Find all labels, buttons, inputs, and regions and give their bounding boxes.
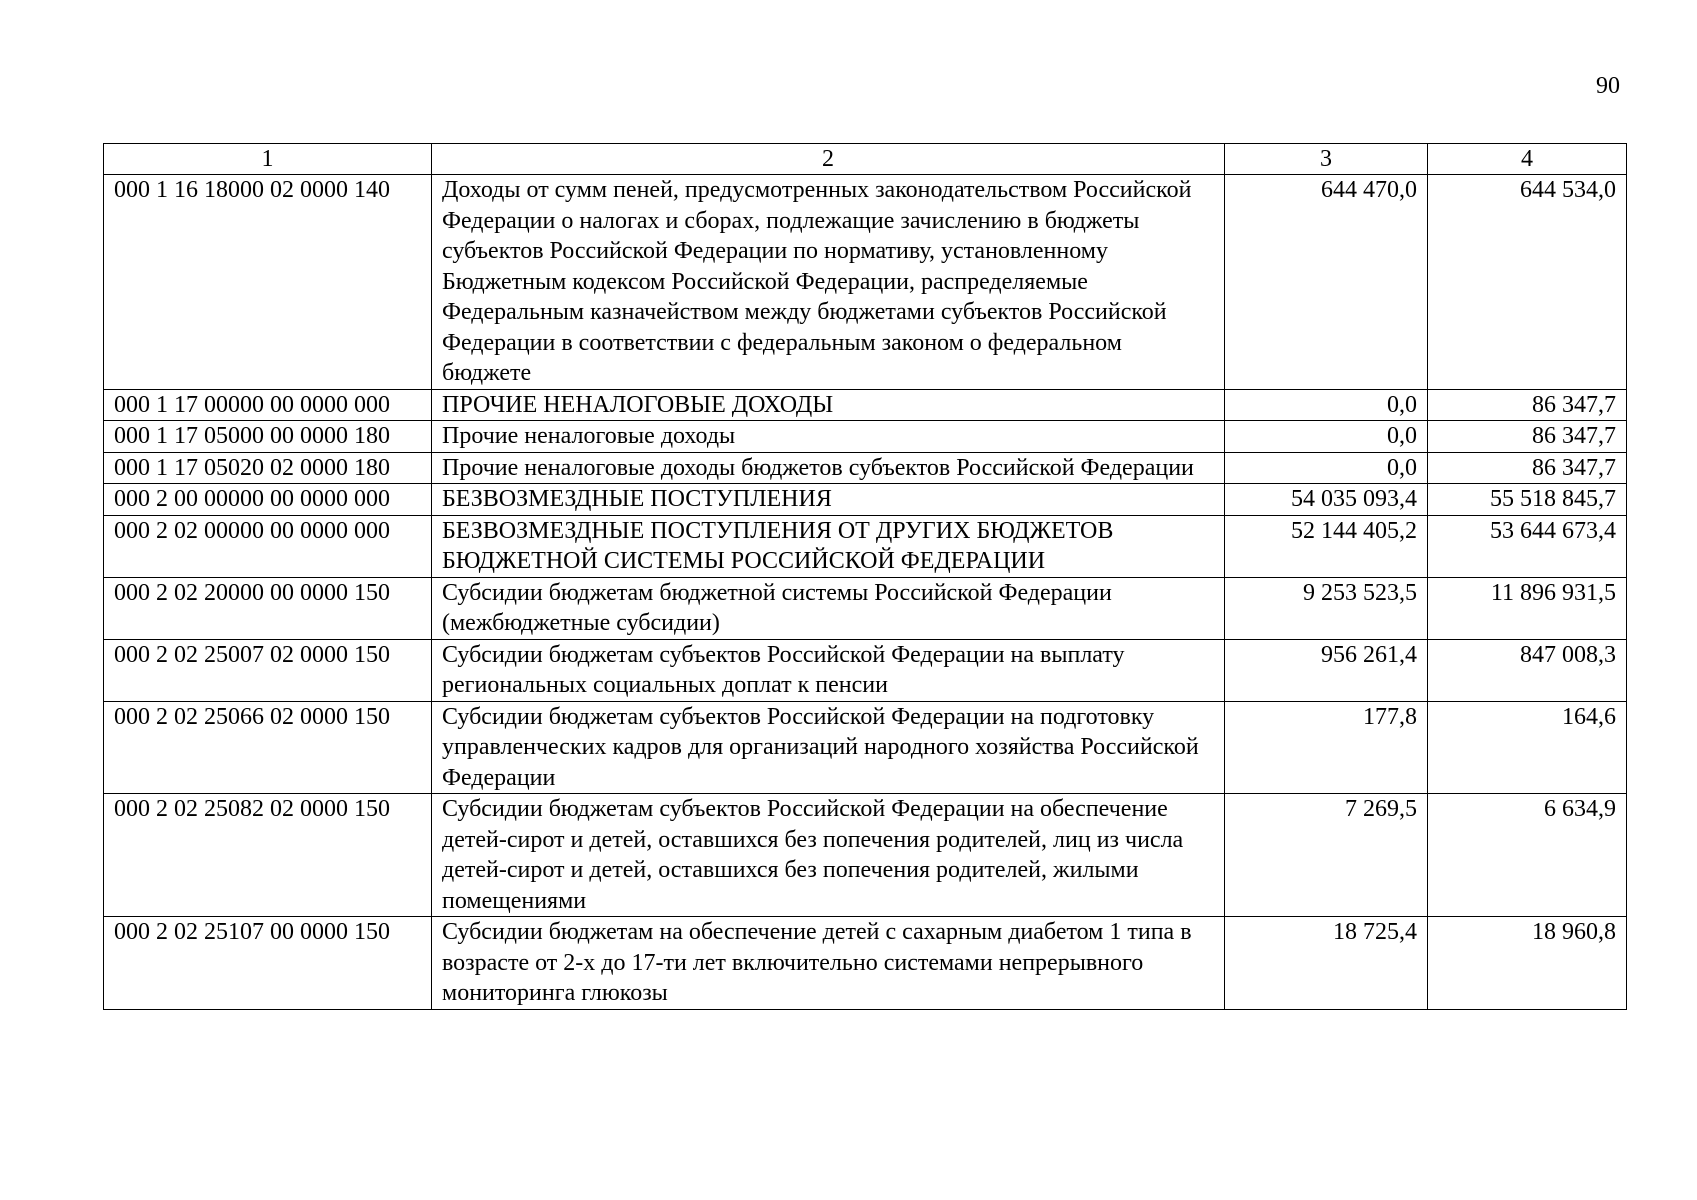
revenue-name: Субсидии бюджетам на обеспечение детей с сахарным диабетом 1 типа в возрасте от 2-х до 17-ти лет включительно системами непрерывного мониторинга глюкозы bbox=[432, 917, 1225, 1010]
amount-col-3: 0,0 bbox=[1225, 452, 1428, 484]
column-header: 4 bbox=[1428, 144, 1627, 175]
amount-col-4: 86 347,7 bbox=[1428, 389, 1627, 421]
amount-col-4: 53 644 673,4 bbox=[1428, 515, 1627, 577]
amount-col-3: 177,8 bbox=[1225, 701, 1428, 794]
amount-col-3: 9 253 523,5 bbox=[1225, 577, 1428, 639]
amount-col-4: 6 634,9 bbox=[1428, 794, 1627, 917]
revenue-name: Субсидии бюджетам бюджетной системы Российской Федерации (межбюджетные субсидии) bbox=[432, 577, 1225, 639]
table-header-row bbox=[104, 144, 1627, 175]
table-row bbox=[104, 421, 1627, 453]
budget-code: 000 2 02 25007 02 0000 150 bbox=[104, 639, 432, 701]
revenue-name: БЕЗВОЗМЕЗДНЫЕ ПОСТУПЛЕНИЯ ОТ ДРУГИХ БЮДЖЕТОВ БЮДЖЕТНОЙ СИСТЕМЫ РОССИЙСКОЙ ФЕДЕРАЦИИ bbox=[432, 515, 1225, 577]
budget-code: 000 2 02 25107 00 0000 150 bbox=[104, 917, 432, 1010]
amount-col-4: 164,6 bbox=[1428, 701, 1627, 794]
column-header: 2 bbox=[432, 144, 1225, 175]
budget-code: 000 1 16 18000 02 0000 140 bbox=[104, 175, 432, 390]
amount-col-4: 18 960,8 bbox=[1428, 917, 1627, 1010]
amount-col-3: 54 035 093,4 bbox=[1225, 484, 1428, 516]
revenue-name: Субсидии бюджетам субъектов Российской Федерации на обеспечение детей-сирот и детей, оставшихся без попечения родителей, лиц из числа детей-сирот и детей, оставшихся без попечения родителей, жилыми помещениями bbox=[432, 794, 1225, 917]
amount-col-3: 644 470,0 bbox=[1225, 175, 1428, 390]
table-row bbox=[104, 917, 1627, 1010]
table-row bbox=[104, 577, 1627, 639]
revenue-name: Субсидии бюджетам субъектов Российской Федерации на подготовку управленческих кадров для организаций народного хозяйства Российской Федерации bbox=[432, 701, 1225, 794]
budget-code: 000 2 02 25082 02 0000 150 bbox=[104, 794, 432, 917]
column-header: 1 bbox=[104, 144, 432, 175]
amount-col-4: 55 518 845,7 bbox=[1428, 484, 1627, 516]
revenue-name: БЕЗВОЗМЕЗДНЫЕ ПОСТУПЛЕНИЯ bbox=[432, 484, 1225, 516]
budget-code: 000 2 00 00000 00 0000 000 bbox=[104, 484, 432, 516]
amount-col-3: 956 261,4 bbox=[1225, 639, 1428, 701]
budget-code: 000 1 17 05020 02 0000 180 bbox=[104, 452, 432, 484]
revenue-name: Доходы от сумм пеней, предусмотренных законодательством Российской Федерации о налогах и сборах, подлежащие зачислению в бюджеты субъектов Российской Федерации по нормативу, установленному Бюджетным кодексом Российской Федерации, распределяемые Федеральным казначейством между бюджетами субъектов Российской Федерации в соответствии с федеральным законом о федеральном бюджете bbox=[432, 175, 1225, 390]
table-row bbox=[104, 515, 1627, 577]
table-row bbox=[104, 484, 1627, 516]
revenue-name: Прочие неналоговые доходы бюджетов субъектов Российской Федерации bbox=[432, 452, 1225, 484]
amount-col-3: 0,0 bbox=[1225, 421, 1428, 453]
budget-code: 000 1 17 00000 00 0000 000 bbox=[104, 389, 432, 421]
amount-col-4: 847 008,3 bbox=[1428, 639, 1627, 701]
amount-col-3: 0,0 bbox=[1225, 389, 1428, 421]
amount-col-3: 52 144 405,2 bbox=[1225, 515, 1428, 577]
revenue-table bbox=[103, 143, 1627, 1010]
revenue-name: Прочие неналоговые доходы bbox=[432, 421, 1225, 453]
revenue-name: ПРОЧИЕ НЕНАЛОГОВЫЕ ДОХОДЫ bbox=[432, 389, 1225, 421]
revenue-name: Субсидии бюджетам субъектов Российской Федерации на выплату региональных социальных доплат к пенсии bbox=[432, 639, 1225, 701]
budget-code: 000 1 17 05000 00 0000 180 bbox=[104, 421, 432, 453]
table-row bbox=[104, 701, 1627, 794]
table-row bbox=[104, 175, 1627, 390]
amount-col-4: 86 347,7 bbox=[1428, 421, 1627, 453]
table-row bbox=[104, 794, 1627, 917]
page-number: 90 bbox=[1596, 73, 1620, 99]
column-header: 3 bbox=[1225, 144, 1428, 175]
table-row bbox=[104, 389, 1627, 421]
table-row bbox=[104, 452, 1627, 484]
amount-col-3: 18 725,4 bbox=[1225, 917, 1428, 1010]
amount-col-4: 11 896 931,5 bbox=[1428, 577, 1627, 639]
budget-code: 000 2 02 25066 02 0000 150 bbox=[104, 701, 432, 794]
amount-col-3: 7 269,5 bbox=[1225, 794, 1428, 917]
amount-col-4: 644 534,0 bbox=[1428, 175, 1627, 390]
budget-code: 000 2 02 00000 00 0000 000 bbox=[104, 515, 432, 577]
table-row bbox=[104, 639, 1627, 701]
amount-col-4: 86 347,7 bbox=[1428, 452, 1627, 484]
budget-code: 000 2 02 20000 00 0000 150 bbox=[104, 577, 432, 639]
